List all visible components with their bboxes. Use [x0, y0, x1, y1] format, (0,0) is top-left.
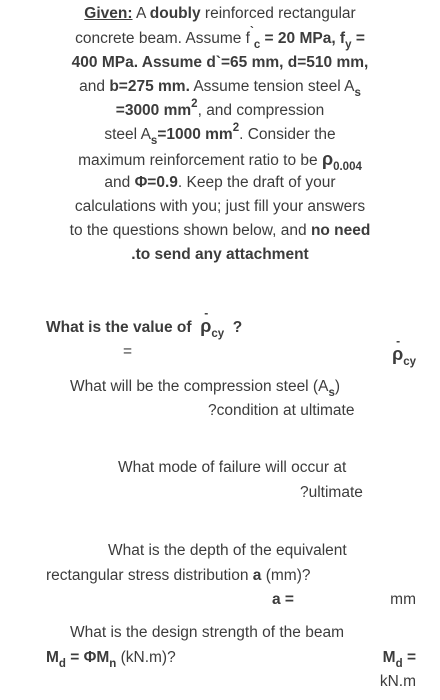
text: and [104, 174, 131, 191]
text: Assume tension steel A [193, 78, 355, 95]
text: and [79, 78, 105, 95]
text: calculations with you; just fill your answers [74, 198, 366, 215]
text-bold: a [252, 567, 262, 584]
text-bold: =3000 mm [115, 102, 192, 119]
text-bold: = 20 MPa, f [264, 30, 346, 47]
q1-answer-symbol[interactable] [392, 344, 416, 367]
superscript: 2 [232, 122, 240, 134]
subscript: d [58, 658, 66, 670]
given-line-6 [0, 122, 440, 147]
rho-bar-symbol: - ρ [200, 316, 211, 336]
text: , and compression [197, 102, 325, 119]
text-bold: b=275 mm. [109, 78, 190, 95]
q3-line-2: ?ultimate [300, 484, 363, 501]
subscript: n [109, 658, 117, 670]
text: steel A [104, 126, 151, 143]
q4-line-1: What is the depth of the equivalent [108, 542, 347, 559]
question-text: What is the value of [46, 319, 192, 336]
text: . Consider the [239, 126, 336, 143]
text-bold: = ΦM [70, 649, 110, 666]
text: . Keep the draft of your [177, 174, 336, 191]
text: concrete beam. Assume f [75, 30, 250, 47]
text-bold: = [355, 30, 365, 47]
subscript: cy [403, 356, 416, 368]
subscript: s [150, 135, 158, 147]
subscript: 0.004 [333, 161, 362, 173]
q4-answer-unit: mm [390, 591, 416, 608]
rho-bar-symbol: - ρ [392, 344, 403, 364]
given-line-9 [0, 197, 440, 217]
given-line-2 [0, 26, 440, 51]
given-line-4 [0, 77, 440, 98]
question-text: rectangular stress distribution [46, 567, 249, 584]
given-line-5 [0, 98, 440, 122]
given-label: Given: [84, 5, 133, 22]
text-bold: 400 MPa. Assume d`=65 mm, d=510 mm, [71, 54, 369, 71]
q2-line-2: ?condition at ultimate [208, 402, 355, 419]
given-line-7 [0, 149, 440, 172]
given-line-8 [0, 173, 440, 193]
text-bold: no need [310, 222, 371, 239]
text: (kN.m)? [120, 649, 176, 666]
q5-line-1: What is the design strength of the beam [70, 624, 344, 641]
rho-symbol: ρ [321, 149, 334, 169]
q1-equals: = [123, 343, 133, 360]
text: ) [334, 378, 341, 395]
text: to the questions shown below, and [69, 222, 307, 239]
question-mark: ? [232, 319, 243, 336]
given-line-11 [0, 245, 440, 265]
text: A [135, 5, 146, 22]
subscript: y [345, 39, 352, 51]
q2-line-1 [70, 377, 340, 398]
text-bold: =1000 mm [157, 126, 233, 143]
text: maximum reinforcement ratio to be [78, 152, 318, 169]
text-bold: .to send any attachment [131, 246, 309, 263]
text-bold: a = [272, 591, 294, 608]
subscript: c [253, 39, 261, 51]
subscript: d [395, 658, 403, 670]
subscript: cy [211, 328, 225, 340]
text-bold: = [406, 649, 416, 666]
text-bold: doubly [149, 5, 201, 22]
subscript: s [354, 87, 361, 99]
superscript: 2 [191, 98, 198, 110]
prime-mark: ` [249, 26, 254, 38]
given-line-10 [0, 221, 440, 241]
text: (mm)? [265, 567, 311, 584]
q5-line-2 [46, 648, 176, 669]
q4-line-2 [46, 566, 311, 586]
q5-answer-label[interactable] [383, 648, 416, 669]
text-bold: M [46, 649, 59, 666]
text-bold: M [382, 649, 396, 666]
subscript: s [328, 387, 335, 399]
q3-line-1: What mode of failure will occur at [118, 459, 347, 476]
text-bold: Φ=0.9 [134, 174, 178, 191]
question-text: What will be the compression steel (A [70, 378, 329, 395]
q1-question [46, 316, 242, 339]
q5-answer-unit: kN.m [379, 673, 416, 690]
text: reinforced rectangular [204, 5, 356, 22]
given-line-1 [0, 4, 440, 24]
q4-answer-label [272, 590, 294, 610]
given-line-3 [0, 53, 440, 73]
